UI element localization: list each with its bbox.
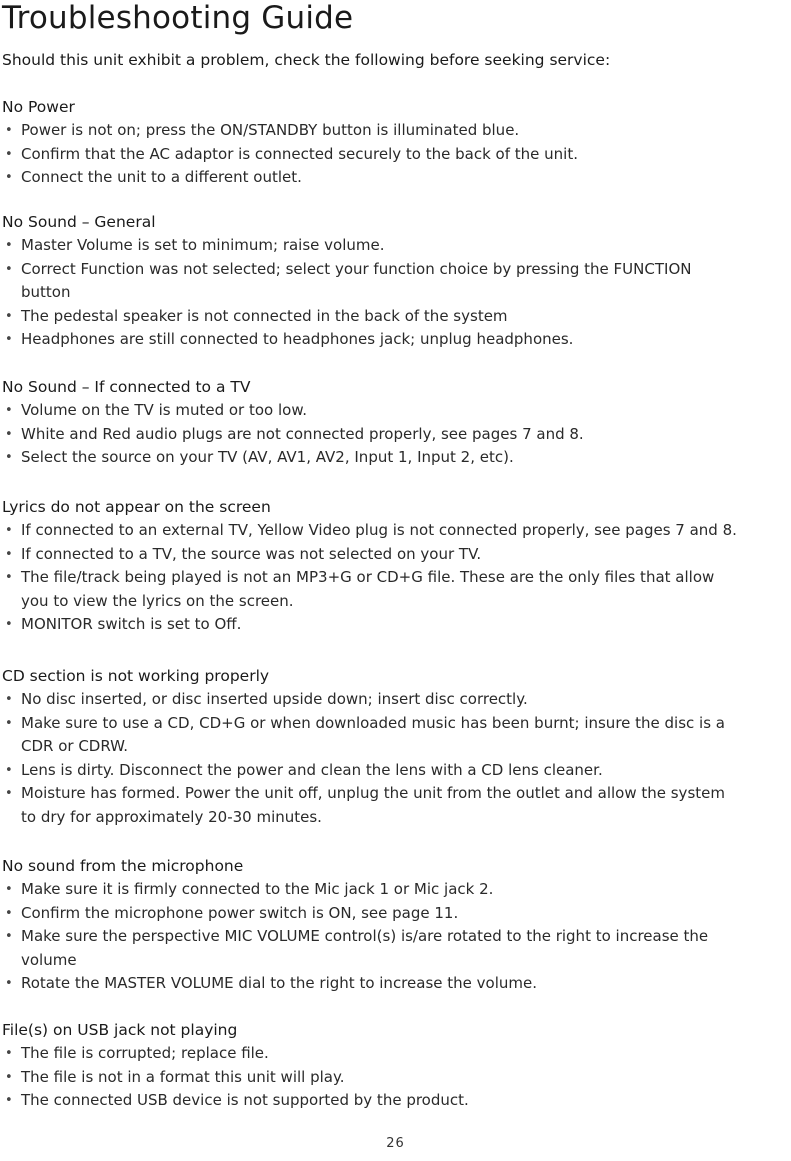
list-item: [0, 1066, 791, 1090]
list-item: [0, 423, 791, 447]
list-item-text: Select the source on your TV (AV, AV1, AV2, Input 1, Input 2, etc).: [21, 448, 514, 466]
bullet-icon: •: [5, 715, 13, 731]
list-item: [0, 399, 791, 423]
list-item-text: If connected to a TV, the source was not selected on your TV.: [21, 544, 482, 563]
list-item-text: Rotate the MASTER VOLUME dial to the right to increase the volume.: [21, 974, 537, 992]
bullet-icon: •: [5, 1069, 13, 1085]
list-item-text: Power is not on; press the ON/STANDBY button is illuminated blue.: [21, 121, 520, 139]
list-item-text: No disc inserted, or disc inserted upside down; insert disc correctly.: [21, 690, 528, 708]
list-item: [0, 712, 791, 759]
bullet-icon: •: [5, 1093, 13, 1108]
section: [0, 1018, 791, 1113]
list-item: [0, 143, 791, 167]
bullet-icon: •: [5, 123, 13, 138]
list-item-text: White and Red audio plugs are not connected properly, see pages 7 and 8.: [21, 424, 584, 443]
section-heading: No Sound – General: [2, 213, 156, 231]
bullet-icon: •: [5, 929, 13, 944]
bullet-icon: •: [5, 976, 13, 991]
intro-text: Should this unit exhibit a problem, check the following before seeking service:: [2, 51, 611, 69]
bullet-icon: •: [5, 426, 13, 442]
list-item: [0, 519, 791, 543]
section: [0, 664, 791, 829]
bullet-list: [0, 519, 791, 637]
list-item: [0, 902, 791, 926]
section-heading: Lyrics do not appear on the screen: [2, 498, 271, 516]
section-heading: No Sound – If connected to a TV: [2, 378, 251, 396]
bullet-icon: •: [5, 905, 13, 921]
list-item: [0, 305, 791, 329]
list-item-text: The pedestal speaker is not connected in the back of the system: [21, 306, 508, 325]
bullet-icon: •: [5, 238, 13, 253]
bullet-icon: •: [5, 332, 13, 347]
bullet-list: [0, 234, 791, 352]
bullet-list: [0, 688, 791, 829]
list-item: [0, 1042, 791, 1066]
bullet-list: [0, 399, 791, 470]
section-heading: No Power: [2, 98, 75, 116]
list-item-text: Connect the unit to a different outlet.: [21, 168, 302, 186]
list-item: [0, 566, 791, 613]
list-item-text: Lens is dirty. Disconnect the power and clean the lens with a CD lens cleaner.: [21, 760, 603, 779]
bullet-icon: •: [5, 617, 13, 632]
bullet-list: [0, 119, 791, 190]
page-title: Troubleshooting Guide: [2, 0, 354, 36]
list-item-text: Confirm that the AC adaptor is connected securely to the back of the unit.: [21, 144, 578, 163]
list-item-text: Volume on the TV is muted or too low.: [21, 401, 307, 419]
list-item-text: If connected to an external TV, Yellow Video plug is not connected properly, see pages 7 and 8.: [21, 521, 737, 539]
list-item: [0, 613, 791, 637]
list-item: [0, 688, 791, 712]
list-item-text: The connected USB device is not supported by the product.: [21, 1091, 469, 1109]
list-item: [0, 759, 791, 783]
bullet-icon: •: [5, 403, 13, 418]
list-item-text: Moisture has formed. Power the unit off, unplug the unit from the outlet and allow the system: [21, 784, 725, 802]
list-item-text: Confirm the microphone power switch is ON, see page 11.: [21, 903, 459, 922]
bullet-icon: •: [5, 546, 13, 562]
list-item-text: The file/track being played is not an MP3+G or CD+G file. These are the only files that allow: [21, 568, 715, 586]
list-item: [0, 925, 791, 972]
bullet-icon: •: [5, 261, 13, 277]
list-item-text: Make sure to use a CD, CD+G or when downloaded music has been burnt; insure the disc is a: [21, 713, 725, 732]
list-item: [0, 878, 791, 902]
list-item-text: Correct Function was not selected; select your function choice by pressing the FUNCTION: [21, 259, 692, 278]
list-item-text: to dry for approximately 20-30 minutes.: [21, 807, 322, 826]
list-item: [0, 1089, 791, 1113]
bullet-list: [0, 878, 791, 996]
list-item: [0, 446, 791, 470]
bullet-icon: •: [5, 692, 13, 707]
bullet-icon: •: [5, 882, 13, 897]
list-item: [0, 972, 791, 996]
list-item-text: Master Volume is set to minimum; raise volume.: [21, 236, 385, 254]
section: [0, 495, 791, 637]
section: [0, 95, 791, 190]
bullet-icon: •: [5, 570, 13, 585]
list-item: [0, 166, 791, 190]
bullet-icon: •: [5, 450, 13, 465]
section: [0, 854, 791, 996]
list-item-text: MONITOR switch is set to Off.: [21, 615, 242, 633]
list-item: [0, 234, 791, 258]
section: [0, 210, 791, 352]
bullet-icon: •: [5, 146, 13, 162]
bullet-icon: •: [5, 786, 13, 801]
bullet-icon: •: [5, 170, 13, 185]
bullet-icon: •: [5, 523, 13, 538]
list-item: [0, 119, 791, 143]
page-number: 26: [386, 1136, 405, 1151]
list-item-text: CDR or CDRW.: [21, 737, 129, 755]
list-item: [0, 328, 791, 352]
list-item: [0, 258, 791, 305]
bullet-icon: •: [5, 762, 13, 778]
list-item-text: volume: [21, 950, 77, 969]
section-heading: No sound from the microphone: [2, 857, 244, 875]
list-item-text: Headphones are still connected to headphones jack; unplug headphones.: [21, 330, 574, 348]
list-item-text: The file is corrupted; replace file.: [21, 1044, 269, 1062]
list-item-text: Make sure it is firmly connected to the Mic jack 1 or Mic jack 2.: [21, 880, 494, 898]
list-item-text: Make sure the perspective MIC VOLUME control(s) is/are rotated to the right to increase the: [21, 927, 709, 945]
list-item-text: you to view the lyrics on the screen.: [21, 591, 294, 610]
section: [0, 375, 791, 470]
section-heading: CD section is not working properly: [2, 667, 270, 685]
section-heading: File(s) on USB jack not playing: [2, 1021, 238, 1039]
bullet-list: [0, 1042, 791, 1113]
list-item: [0, 782, 791, 829]
list-item-text: The file is not in a format this unit will play.: [21, 1067, 345, 1086]
list-item-text: button: [21, 283, 71, 301]
bullet-icon: •: [5, 1046, 13, 1061]
list-item: [0, 543, 791, 567]
bullet-icon: •: [5, 308, 13, 324]
